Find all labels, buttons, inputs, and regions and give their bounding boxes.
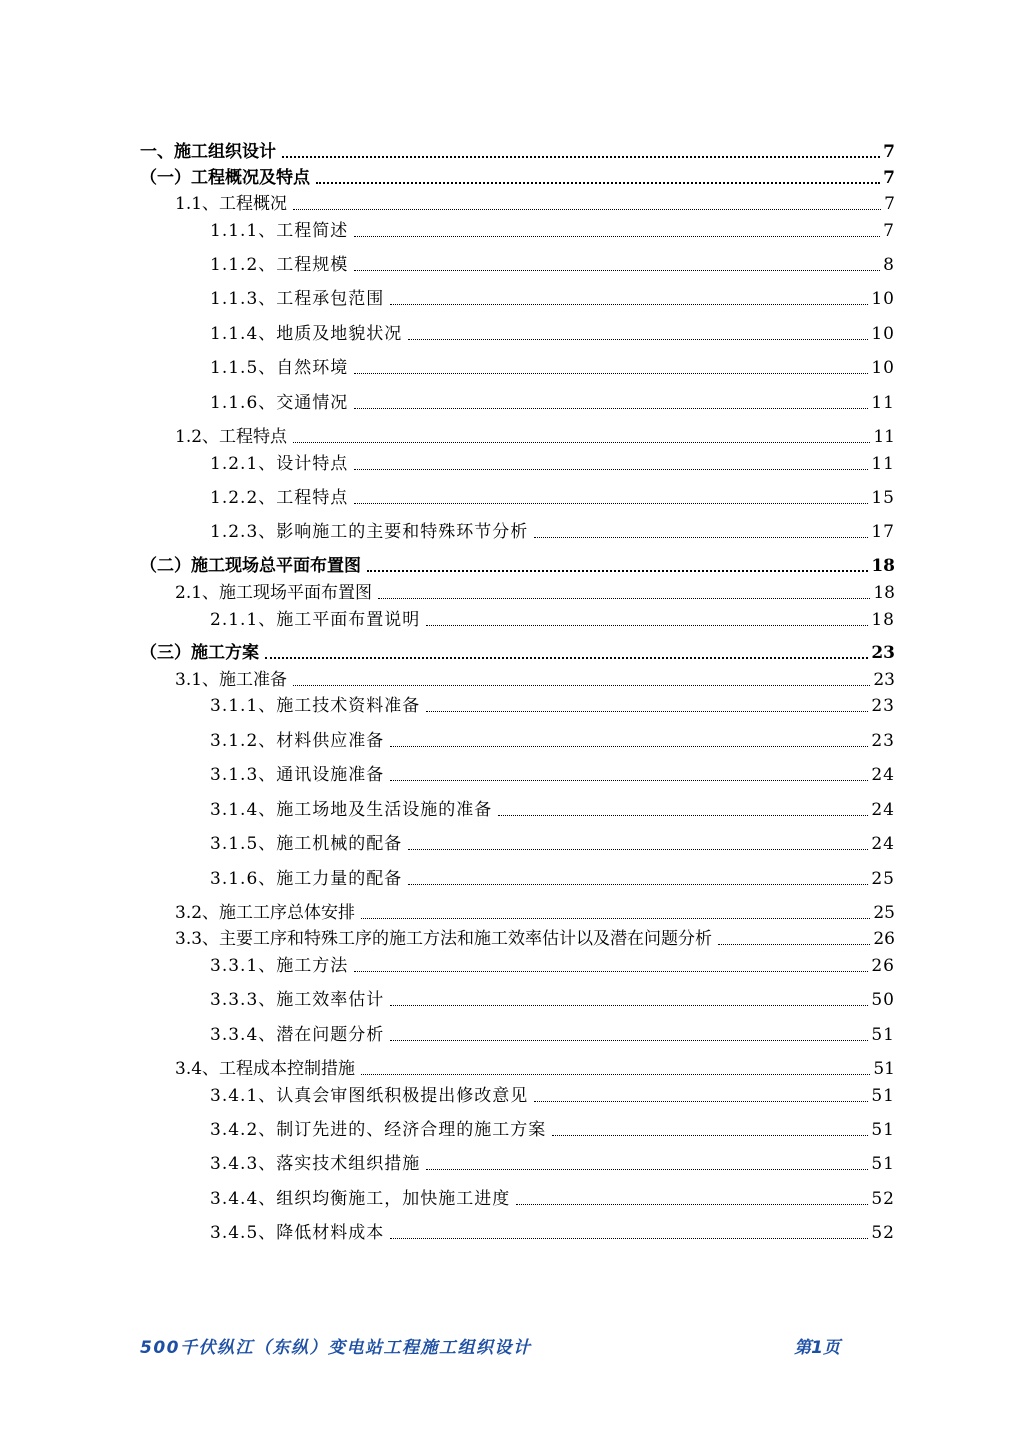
toc-entry-label: 1.1.1、工程简述 (210, 221, 349, 241)
dot-leader (354, 408, 868, 409)
toc-entry[interactable] (175, 1056, 895, 1080)
toc-entry-page: 10 (871, 358, 895, 378)
toc-entry-label: （二）施工现场总平面布置图 (140, 556, 361, 576)
toc-entry-page: 23 (871, 731, 895, 751)
toc-entry[interactable] (175, 926, 895, 950)
dot-leader (408, 339, 868, 340)
toc-entry-page: 15 (871, 488, 895, 508)
toc-entry[interactable] (210, 728, 895, 752)
toc-entry-page: 7 (884, 194, 895, 214)
dot-leader (378, 598, 870, 599)
dot-leader (282, 156, 880, 158)
toc-entry[interactable] (210, 607, 895, 631)
toc-entry[interactable] (140, 165, 895, 189)
toc-entry[interactable] (210, 987, 895, 1011)
toc-entry-page: 18 (873, 583, 895, 603)
toc-entry[interactable] (210, 485, 895, 509)
dot-leader (293, 685, 870, 686)
toc-entry-page: 51 (871, 1154, 895, 1174)
toc-entry-label: 3.1.3、通讯设施准备 (210, 765, 385, 785)
page-footer (140, 1333, 840, 1359)
toc-entry-label: 一、施工组织设计 (140, 142, 276, 162)
dot-leader (426, 625, 868, 626)
toc-entry-page: 52 (871, 1223, 895, 1243)
toc-entry[interactable] (210, 1186, 895, 1210)
toc-entry-page: 11 (873, 427, 895, 447)
toc-entry-label: 3.4.1、认真会审图纸积极提出修改意见 (210, 1086, 529, 1106)
toc-entry-page: 17 (871, 522, 895, 542)
toc-entry-page: 24 (871, 800, 895, 820)
toc-entry-label: （三）施工方案 (140, 643, 259, 663)
toc-entry-label: 3.4.4、组织均衡施工，加快施工进度 (210, 1189, 511, 1209)
toc-entry-page: 51 (871, 1120, 895, 1140)
toc-entry-label: 3.1.4、施工场地及生活设施的准备 (210, 800, 493, 820)
toc-entry[interactable] (210, 797, 895, 821)
toc-entry-page: 24 (871, 765, 895, 785)
dot-leader (354, 236, 880, 237)
toc-entry[interactable] (210, 866, 895, 890)
toc-entry-page: 52 (871, 1189, 895, 1209)
dot-leader (390, 780, 868, 781)
toc-entry-label: 3.3.1、施工方法 (210, 956, 349, 976)
toc-entry-page: 24 (871, 834, 895, 854)
dot-leader (408, 884, 868, 885)
toc-entry-page: 26 (871, 956, 895, 976)
dot-leader (354, 270, 880, 271)
toc-entry-label: 2.1、施工现场平面布置图 (175, 583, 373, 603)
toc-entry-label: 1.1.4、地质及地貌状况 (210, 324, 403, 344)
toc-entry[interactable] (140, 640, 895, 664)
toc-entry-page: 11 (871, 393, 895, 413)
toc-entry-label: 1.1.3、工程承包范围 (210, 289, 385, 309)
footer-document-title: 500千伏纵江（东纵）变电站工程施工组织设计 (140, 1338, 532, 1358)
dot-leader (390, 304, 868, 305)
toc-entry-page: 51 (871, 1025, 895, 1045)
toc-entry-label: 1.1.2、工程规模 (210, 255, 349, 275)
toc-entry-page: 25 (871, 869, 895, 889)
dot-leader (293, 209, 881, 210)
toc-entry-label: 3.3.4、潜在问题分析 (210, 1025, 385, 1045)
dot-leader (361, 1074, 870, 1075)
toc-entry-page: 23 (873, 670, 895, 690)
toc-entry-page: 7 (883, 221, 895, 241)
dot-leader (293, 442, 870, 443)
dot-leader (316, 182, 880, 184)
toc-entry-label: 3.3.3、施工效率估计 (210, 990, 385, 1010)
dot-leader (426, 711, 868, 712)
toc-entry[interactable] (210, 953, 895, 977)
dot-leader (390, 1238, 868, 1239)
toc-entry-page: 11 (871, 454, 895, 474)
toc-entry-label: 1.2.3、影响施工的主要和特殊环节分析 (210, 522, 529, 542)
toc-entry[interactable] (175, 900, 895, 924)
dot-leader (265, 657, 868, 659)
toc-entry-page: 51 (873, 1059, 895, 1079)
toc-entry[interactable] (175, 424, 895, 448)
toc-entry[interactable] (210, 1151, 895, 1175)
toc-entry-page: 23 (871, 696, 895, 716)
toc-entry[interactable] (175, 580, 895, 604)
toc-entry[interactable] (210, 1022, 895, 1046)
toc-entry-label: 3.4.2、制订先进的、经济合理的施工方案 (210, 1120, 547, 1140)
toc-entry[interactable] (210, 451, 895, 475)
toc-entry-label: 3.1.1、施工技术资料准备 (210, 696, 421, 716)
toc-entry-label: （一）工程概况及特点 (140, 168, 310, 188)
toc-entry-label: 1.1、工程概况 (175, 194, 288, 214)
footer-page-number: 第1页 (794, 1338, 840, 1358)
toc-entry-page: 8 (883, 255, 895, 275)
dot-leader (408, 849, 868, 850)
dot-leader (534, 537, 868, 538)
toc-entry[interactable] (175, 191, 895, 215)
dot-leader (426, 1169, 868, 1170)
toc-entry-page: 18 (871, 556, 895, 576)
dot-leader (361, 918, 870, 919)
toc-entry-page: 51 (871, 1086, 895, 1106)
toc-entry-label: 3.1.2、材料供应准备 (210, 731, 385, 751)
toc-entry-label: 1.1.5、自然环境 (210, 358, 349, 378)
toc-entry-label: 3.1.6、施工力量的配备 (210, 869, 403, 889)
toc-entry-label: 3.3、主要工序和特殊工序的施工方法和施工效率估计以及潜在问题分析 (175, 929, 713, 949)
toc-entry[interactable] (210, 1083, 895, 1107)
toc-entry-page: 23 (871, 643, 895, 663)
toc-entry[interactable] (210, 252, 895, 276)
dot-leader (354, 971, 868, 972)
toc-entry-label: 3.4.5、降低材料成本 (210, 1223, 385, 1243)
toc-entry[interactable] (210, 286, 895, 310)
toc-entry-label: 3.4、工程成本控制措施 (175, 1059, 356, 1079)
toc-entry[interactable] (210, 390, 895, 414)
toc-entry[interactable] (210, 218, 895, 242)
dot-leader (354, 503, 868, 504)
toc-entry-page: 18 (871, 610, 895, 630)
toc-entry[interactable] (210, 519, 895, 543)
toc-entry-page: 25 (873, 903, 895, 923)
toc-entry-label: 3.4.3、落实技术组织措施 (210, 1154, 421, 1174)
dot-leader (390, 1040, 868, 1041)
toc-entry-label: 3.1、施工准备 (175, 670, 288, 690)
toc-entry-label: 1.2、工程特点 (175, 427, 288, 447)
toc-entry[interactable] (210, 321, 895, 345)
dot-leader (367, 570, 868, 572)
toc-entry[interactable] (210, 762, 895, 786)
toc-entry-page: 7 (883, 142, 895, 162)
dot-leader (718, 944, 870, 945)
toc-entry-page: 7 (883, 168, 895, 188)
toc-entry-label: 3.2、施工工序总体安排 (175, 903, 356, 923)
dot-leader (390, 746, 868, 747)
toc-entry[interactable] (210, 693, 895, 717)
toc-entry-label: 3.1.5、施工机械的配备 (210, 834, 403, 854)
toc-entry[interactable] (140, 553, 895, 577)
dot-leader (552, 1135, 868, 1136)
toc-entry-label: 2.1.1、施工平面布置说明 (210, 610, 421, 630)
toc-entry[interactable] (175, 667, 895, 691)
toc-entry-page: 10 (871, 324, 895, 344)
toc-entry-page: 50 (871, 990, 895, 1010)
toc-entry[interactable] (210, 1117, 895, 1141)
dot-leader (390, 1005, 868, 1006)
toc-entry-label: 1.2.1、设计特点 (210, 454, 349, 474)
dot-leader (534, 1101, 868, 1102)
toc-entry[interactable] (140, 139, 895, 163)
dot-leader (498, 815, 868, 816)
toc-entry[interactable] (210, 1220, 895, 1244)
toc-entry-page: 26 (873, 929, 895, 949)
dot-leader (516, 1204, 868, 1205)
toc-entry[interactable] (210, 831, 895, 855)
toc-entry-label: 1.1.6、交通情况 (210, 393, 349, 413)
toc-entry[interactable] (210, 355, 895, 379)
dot-leader (354, 373, 868, 374)
toc-entry-label: 1.2.2、工程特点 (210, 488, 349, 508)
toc-entry-page: 10 (871, 289, 895, 309)
dot-leader (354, 469, 868, 470)
